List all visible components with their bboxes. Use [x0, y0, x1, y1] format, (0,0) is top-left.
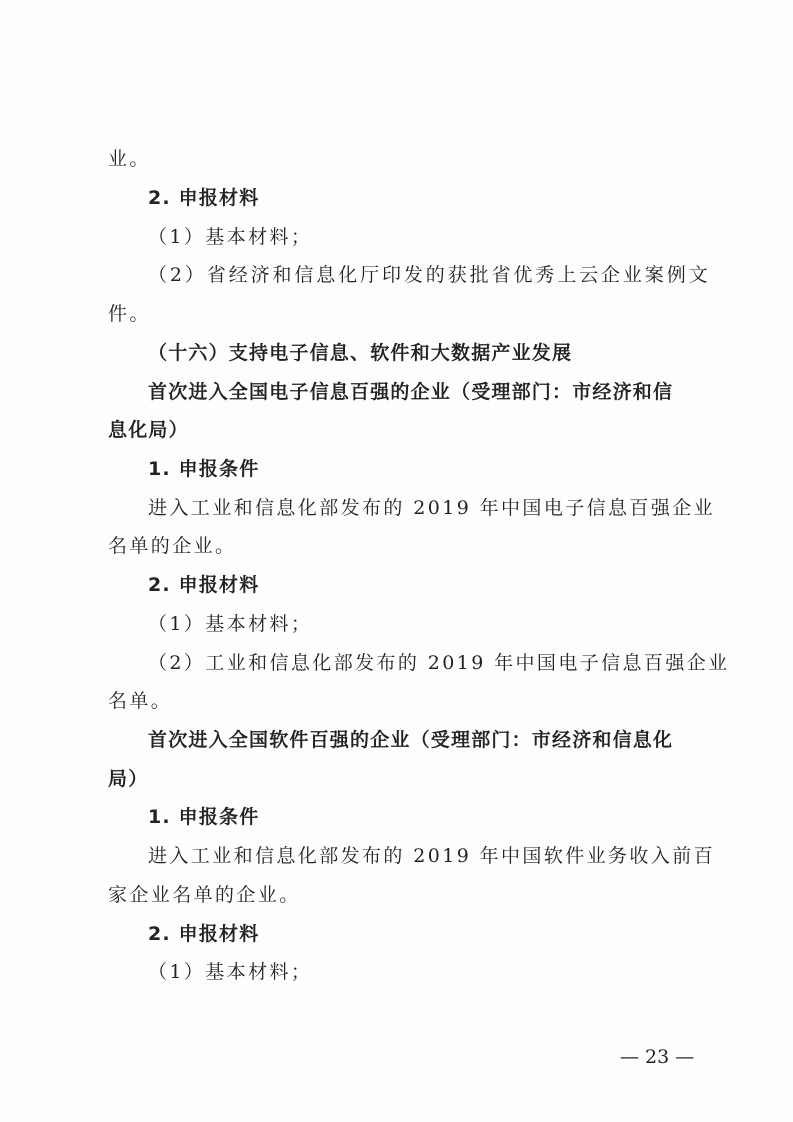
item-heading: 局）	[108, 768, 149, 790]
section-heading: （十六）支持电子信息、软件和大数据产业发展	[148, 342, 573, 364]
body-text: 家企业名单的企业。	[108, 884, 301, 906]
subheading: 2. 申报材料	[148, 574, 260, 596]
body-text: （1）基本材料；	[148, 961, 313, 983]
body-text: 名单的企业。	[108, 535, 237, 557]
body-text: （2）省经济和信息化厅印发的获批省优秀上云企业案例文	[148, 264, 711, 286]
subheading: 1. 申报条件	[148, 458, 260, 480]
subheading: 1. 申报条件	[148, 806, 260, 828]
body-text: 业。	[108, 148, 151, 170]
body-text: （1）基本材料；	[148, 226, 313, 248]
item-heading: 首次进入全国电子信息百强的企业（受理部门：市经济和信	[148, 381, 674, 403]
page-number: — 23 —	[620, 1046, 695, 1068]
item-heading: 息化局）	[108, 419, 189, 441]
body-text: 进入工业和信息化部发布的 2019 年中国电子信息百强企业	[148, 497, 716, 519]
item-heading: 首次进入全国软件百强的企业（受理部门：市经济和信息化	[148, 729, 674, 751]
subheading: 2. 申报材料	[148, 923, 260, 945]
body-text: 名单。	[108, 690, 173, 712]
body-text: 进入工业和信息化部发布的 2019 年中国软件业务收入前百	[148, 845, 716, 867]
body-text: 件。	[108, 303, 151, 325]
body-text: （2）工业和信息化部发布的 2019 年中国电子信息百强企业	[148, 652, 730, 674]
body-text: （1）基本材料；	[148, 613, 313, 635]
subheading: 2. 申报材料	[148, 187, 260, 209]
